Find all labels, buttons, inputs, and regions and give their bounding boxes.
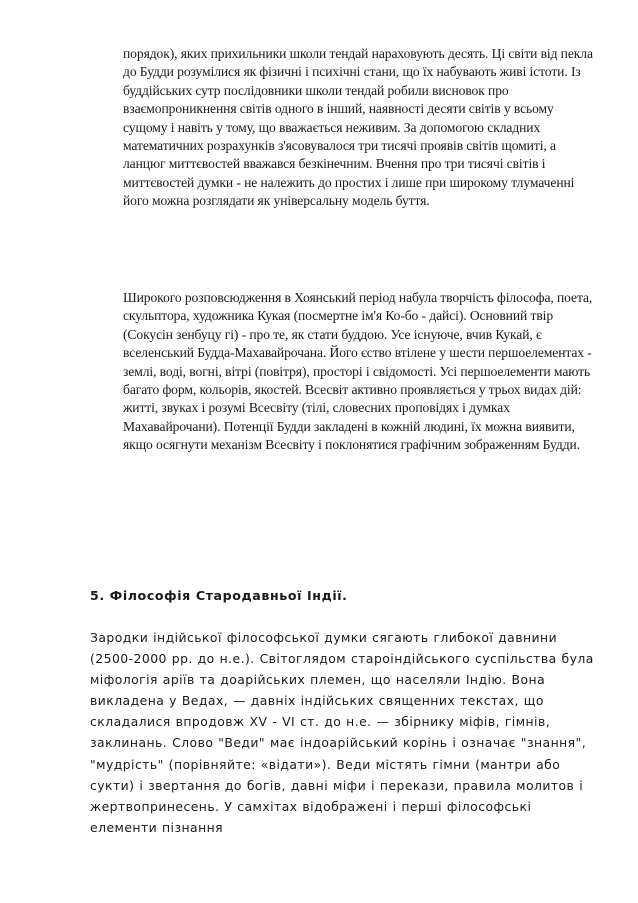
paragraph-ancient-india: Зародки індійської філософської думки сягають глибокої давнини (2500-2000 рр. до н.е.). Світоглядом староіндійського суспільства була міфологія аріїв та доарійських племен, що населяли Індію. Вона викладена у Ведах, — давніх індійських священних текстах, що складалися впродовж XV - VI ст. до н.е. — збірнику міфів, гімнів, заклинань. Слово "Веди" має індоарійський корінь і означає "знання", "мудрість" (порівняйте: «відати»). Веди містять гімни (мантри або сукти) і звертання до богів, давні міфи і перекази, правила молитов і жертвопринесень. У самхітах відображені і перші філософські елементи пізнання: [90, 630, 594, 835]
section-heading: 5. Філософія Стародавньої Індії.: [90, 588, 348, 603]
paragraph-tendai-worlds: порядок), яких прихильники школи тендай нараховують десять. Ці світи від пекла до Будди розумілися як фізичні і психічні стани, що їх набувають живі істоти. Із буддійських сутр послідовники школи тендай робили висновок про взаємопроникнення світів одного в інший, наявності десяти світів у всьому сущому і навіть у тому, що вважається неживим. За допомогою складних математичних розрахунків з'ясовувалося три тисячі проявів світів щомиті, а ланцюг миттєвостей вважався безкінечним. Вчення про три тисячі світів і миттєвостей думки - не належить до простих і лише при широкому тлумаченні його можна розглядати як універсальну модель буття.: [123, 46, 593, 209]
paragraph-kukai: Широкого розповсюдження в Хоянський період набула творчість філософа, поета, скульптора, художника Кукая (посмертне ім'я Ко-бо - дайсі). Основний твір (Сокусін зенбуцу гі) - про те, як стати буддою. Усе існуюче, вчив Кукай, є вселенський Будда-Махавайрочана. Його єство втілене у шести першоелементах - землі, воді, вогні, вітрі (повітря), просторі і свідомості. Усі першоелементи мають багато форм, кольорів, якостей. Всесвіт активно проявляється у трьох видах дій: житті, звуках і розумі Всесвіту (тілі, словесних проповідях і думках Махавайрочани). Потенції Будди закладені в кожній людині, їх можна виявити, якщо осягнути механізм Всесвіту і поклонятися графічним зображенням Будди.: [123, 290, 593, 453]
